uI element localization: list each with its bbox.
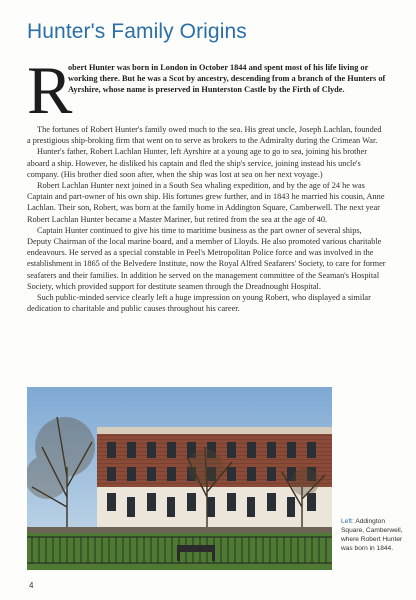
caption-text: Addington Square, Camberwell, where Robert Hunter was born in 1844. — [341, 518, 403, 552]
page-number: 4 — [29, 581, 34, 590]
page-title: Hunter's Family Origins — [27, 20, 247, 43]
caption-lead: Left: — [341, 518, 354, 525]
article-body — [27, 52, 387, 314]
paragraph-captain-hunter: Captain Hunter continued to give his time to maritime business as the part owner of several ships, Deputy Chairman of the local marine board, and a member of Lloyds. He also promoted various charitable endeavours. He served as a special constable in Peel's Metropolitan Police force and was involved in the establishment in 1865 of the Belvedere Institute, now the Royal Alfred Seafarers' Society, to care for former seafarers and their families. In addition he served on the management committee of the Seaman's Hospital Society, which provided support for destitute seamen through the Dreadnought Hospital. — [27, 225, 386, 291]
paragraph-public-service: Such public-minded service clearly left a huge impression on young Robert, who displayed a similar dedication to charitable and public causes throughout his career. — [27, 293, 371, 314]
drop-cap: R — [27, 52, 73, 128]
paragraph-whaling: Robert Lachlan Hunter next joined in a South Sea whaling expedition, and by the age of 24 he was Captain and part-owner of his own ship. His fortunes grew further, and in 1843 he married his cousin, Anne Lachlan. Their son, Robert, was born at the family home in Addington Square, Camberwell. The next year Robert Lachlan Hunter became a Master Mariner, but retired from the sea at the age of 40. — [27, 181, 385, 224]
photo-caption — [341, 517, 407, 553]
intro-text: obert Hunter was born in London in October 1844 and spent most of his life living or working there. But he was a Scot by ancestry, descending from a branch of the Hunters of Ayrshire, whose name is preserved in Hunterston Castle by the Firth of Clyde. — [68, 63, 386, 95]
paragraph-family-fortunes: The fortunes of Robert Hunter's family owed much to the sea. His great uncle, Joseph Lachlan, founded a prestigious ship-broking firm that went on to serve as brokers to the Admiralty during the Crimean War. — [27, 125, 382, 146]
intro-paragraph — [27, 52, 387, 128]
addington-square-photo — [27, 387, 332, 570]
paragraph-father: Hunter's father, Robert Lachlan Hunter, left Ayrshire at a young age to go to sea, joining his brother aboard a ship. However, he disliked his captain and fled the ship's service, joining instead his uncle's company. (His brother died soon after, when the ship was lost at sea on her next voyage.) — [27, 147, 368, 179]
